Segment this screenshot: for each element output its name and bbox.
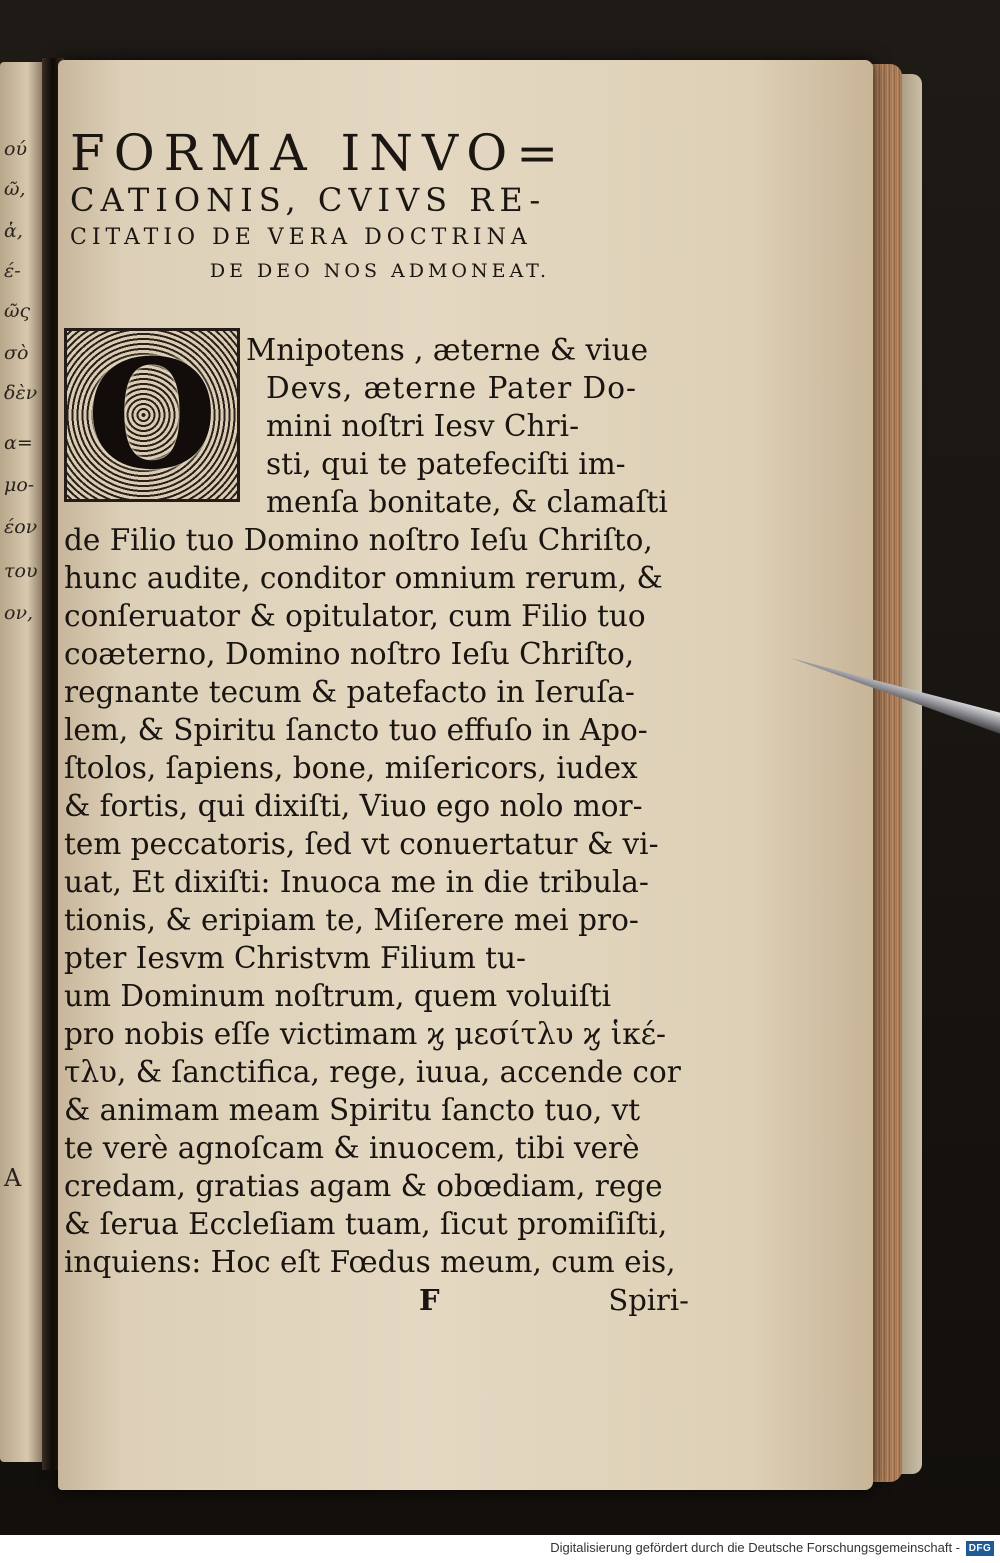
text-line: pter Iesvm Christvm Filium tu- [64, 941, 527, 975]
text-line: tem peccatoris, ſed vt conuertatur & vi- [64, 827, 659, 861]
decorated-initial [64, 328, 240, 502]
left-page-fragment: ἁ, [4, 220, 23, 242]
left-page-fragment: μο- [4, 474, 35, 496]
digitization-footer [0, 1535, 1000, 1563]
left-page-fragment: ον, [4, 602, 34, 624]
funding-notice: Digitalisierung gefördert durch die Deutsche Forschungsgemeinschaft - [550, 1540, 960, 1555]
initial-letter: O [86, 327, 218, 503]
left-page-fragment: έ- [4, 260, 21, 282]
text-line: lem, & Spiritu ſancto tuo effuſo in Apo- [64, 713, 648, 747]
text-line: coæterno, Domino noſtro Ieſu Chriſto, [64, 637, 635, 671]
left-page-fragment: ῶς [4, 300, 31, 322]
left-page-fragment: σὸ [4, 342, 29, 364]
dfg-logo: DFG [966, 1541, 994, 1556]
left-page-fragment: ού [4, 138, 27, 160]
text-line: um Dominum noſtrum, quem voluiſti [64, 979, 612, 1013]
text-line: Mnipotens , æterne & viue [246, 333, 649, 367]
text-line: ſtolos, ſapiens, bone, miſericors, iudex [64, 751, 638, 785]
left-page-fragment: του [4, 560, 38, 582]
left-page-fragment: α= [4, 432, 33, 454]
catchword: Spiri- [608, 1283, 689, 1317]
text-line: inquiens: Hoc eſt Fœdus meum, cum eis, [64, 1245, 676, 1279]
text-line: sti, qui te patefeciſti im- [266, 447, 626, 481]
text-line: τλυ, & ſanctifica, rege, iuua, accende cor [64, 1055, 681, 1089]
text-line: & ſerua Eccleſiam tuam, ſicut promiſiſti, [64, 1207, 668, 1241]
signature-mark: F [419, 1283, 440, 1317]
left-page-fragment: δὲν [4, 382, 38, 404]
text-line: Devs, æterne Pater Do- [266, 371, 637, 405]
title-line: CATIONIS, CVIVS RE- [70, 181, 547, 219]
text-line: hunc audite, conditor omnium rerum, & [64, 561, 663, 595]
text-line: uat, Et dixiſti: Inuoca me in die tribula- [64, 865, 649, 899]
text-line: te verè agnoſcam & inuocem, tibi verè [64, 1131, 640, 1165]
text-line: & fortis, qui dixiſti, Viuo ego nolo mor- [64, 789, 643, 823]
text-line: mini noſtri Iesv Chri- [266, 409, 580, 443]
title-line: DE DEO NOS ADMONEAT. [209, 260, 551, 282]
text-line: tionis, & eripiam te, Miſerere mei pro- [64, 903, 639, 937]
text-line: credam, gratias agam & obœdiam, rege [64, 1169, 663, 1203]
text-line: pro nobis eſſe victimam ϗ μεσίτλυ ϗ ἱκέ- [64, 1017, 666, 1051]
left-page-fragment: ῶ, [4, 178, 26, 200]
title-line: FORMA INVO= [70, 124, 568, 182]
text-line: & animam meam Spiritu ſancto tuo, vt [64, 1093, 641, 1127]
text-line: regnante tecum & patefacto in Ieruſa- [64, 675, 635, 709]
page-foot-line [64, 1283, 689, 1319]
left-page-fragment: A [4, 1164, 22, 1192]
text-line: menſa bonitate, & clamaſti [266, 485, 668, 519]
title-line: CITATIO DE VERA DOCTRINA [70, 225, 532, 250]
text-line: de Filio tuo Domino noſtro Ieſu Chriſto, [64, 523, 653, 557]
text-line: conſeruator & opitulator, cum Filio tuo [64, 599, 646, 633]
left-page-fragment: έον [4, 516, 38, 538]
page-title [70, 126, 690, 286]
